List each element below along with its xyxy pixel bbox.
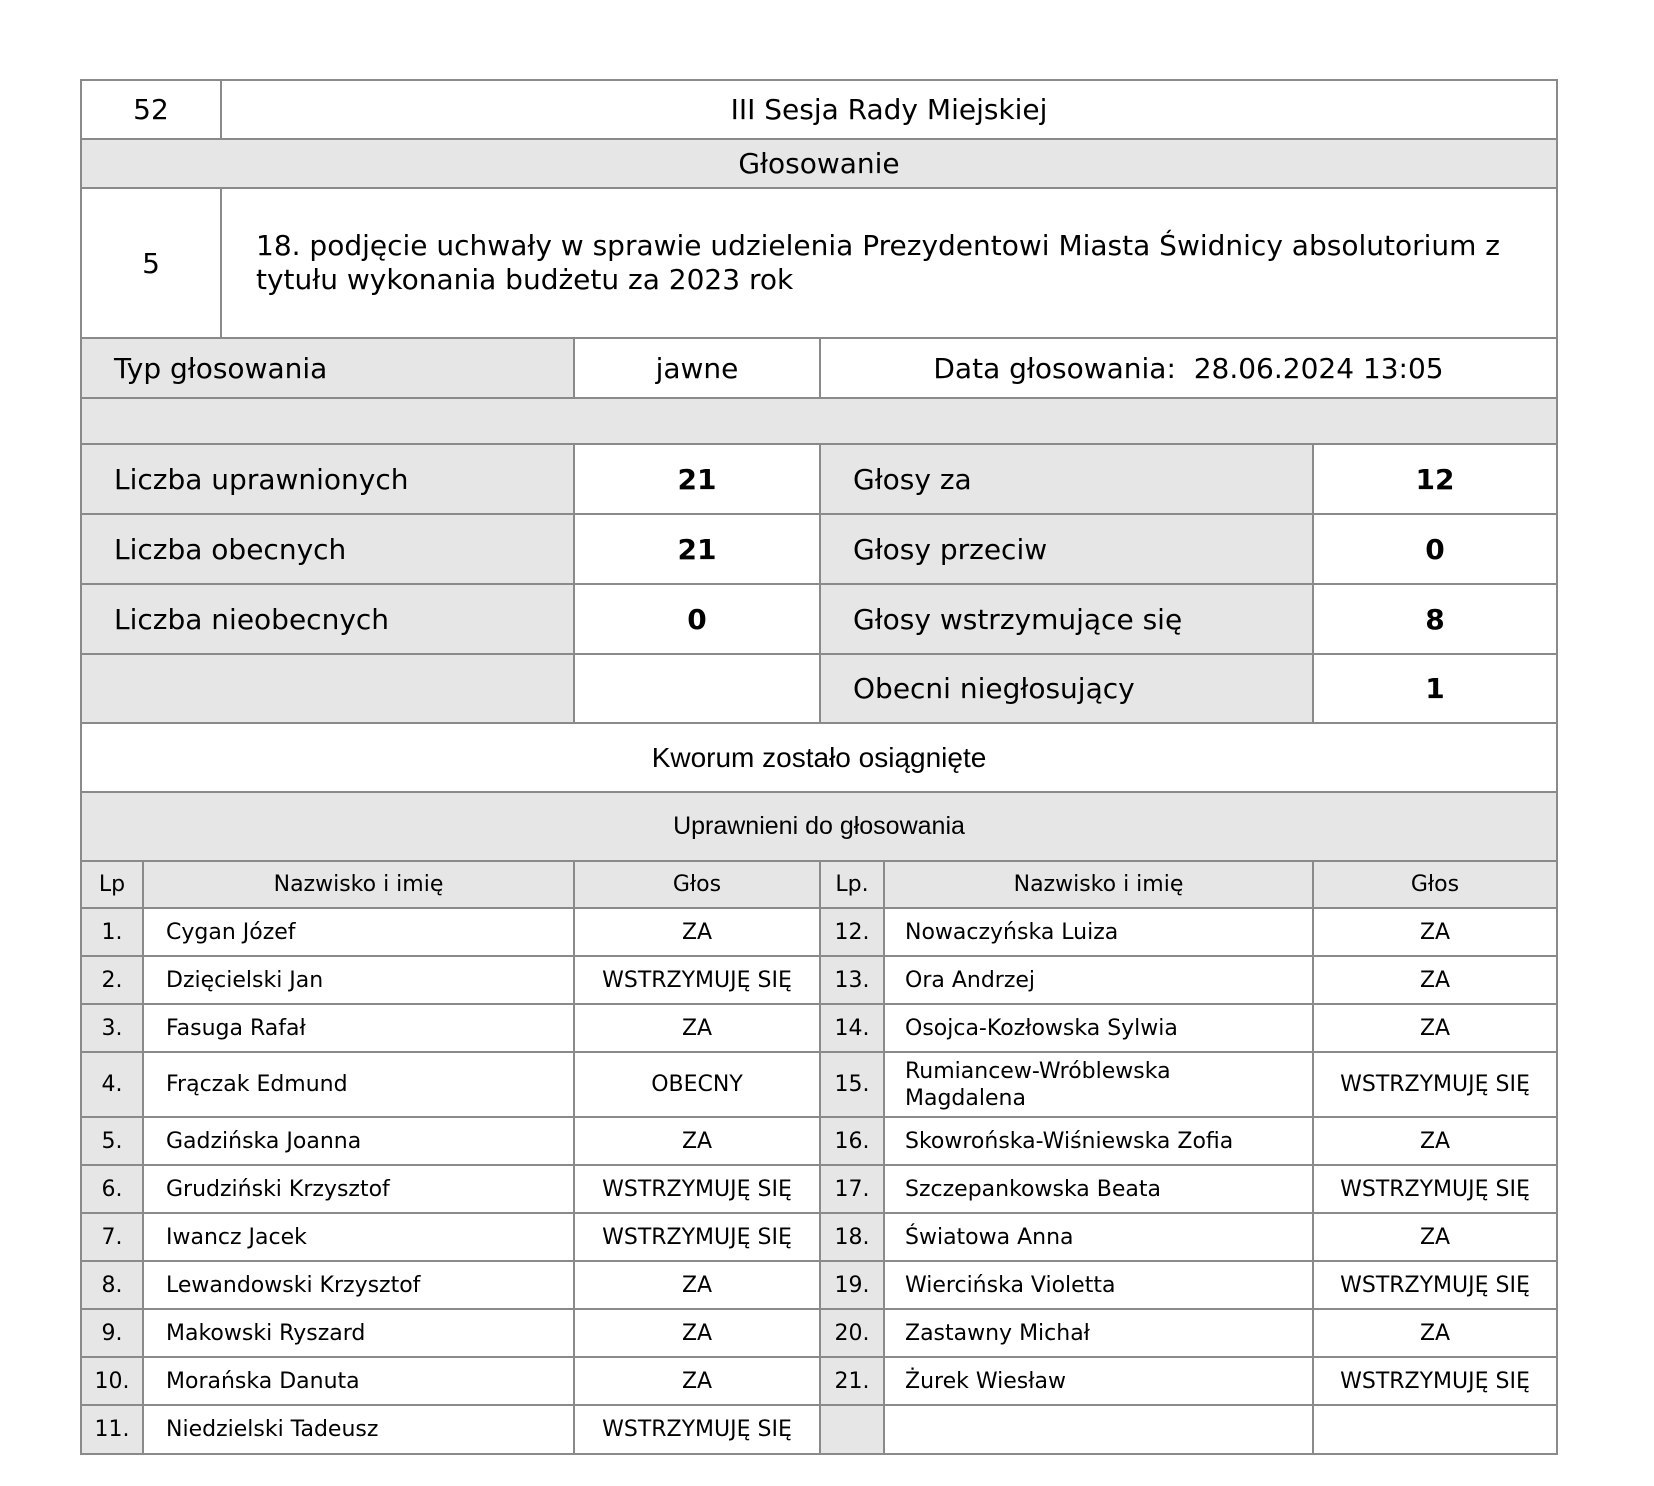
voter-lp: 15. [821,1053,885,1116]
eligible-label: Liczba uprawnionych [82,445,575,513]
voter-lp: 9. [82,1310,144,1356]
voter-vote: OBECNY [575,1053,821,1116]
table-row [82,1053,1556,1118]
voter-name: Grudziński Krzysztof [144,1166,575,1212]
voter-vote: WSTRZYMUJĘ SIĘ [575,1406,821,1453]
voter-vote: WSTRZYMUJĘ SIĘ [1340,1072,1530,1097]
table-row [82,1262,1556,1310]
voters-title: Uprawnieni do głosowania [673,812,965,840]
table-row [82,957,1556,1005]
voter-name: Szczepankowska Beata [885,1166,1314,1212]
voter-vote: ZA [1419,1320,1451,1346]
voter-vote: ZA [575,1310,821,1356]
vote-date-value: 28.06.2024 13:05 [1193,351,1444,385]
voter-lp: 20. [821,1310,885,1356]
empty-stat-label [82,655,575,722]
voter-vote: ZA [1419,919,1451,945]
voter-name: Morańska Danuta [144,1358,575,1404]
agenda-item-number: 5 [82,189,222,337]
voter-name [885,1406,1314,1453]
present-not-voting-value: 1 [1425,672,1445,705]
voter-name: Cygan Józef [144,909,575,955]
voter-name: Frączak Edmund [144,1053,575,1116]
voter-name: Makowski Ryszard [144,1310,575,1356]
agenda-item-topic: 18. podjęcie uchwały w sprawie udzielenia Prezydentowi Miasta Świdnicy absolutorium z tytułu wykonania budżetu za 2023 rok [256,229,1500,296]
present-label: Liczba obecnych [82,515,575,583]
session-header-row [82,81,1556,140]
voter-lp: 21. [821,1358,885,1404]
table-row [82,1005,1556,1053]
table-row [82,1310,1556,1358]
voter-lp: 18. [821,1214,885,1260]
voter-name: Niedzielski Tadeusz [144,1406,575,1453]
vote-info-row [82,339,1556,399]
voter-vote: ZA [1419,1015,1451,1041]
voter-vote: ZA [575,1005,821,1051]
voter-vote: WSTRZYMUJĘ SIĘ [1340,1368,1530,1394]
stats-row [82,445,1556,515]
voter-vote: WSTRZYMUJĘ SIĘ [575,1214,821,1260]
voter-name: Żurek Wiesław [885,1358,1314,1404]
voter-name: Światowa Anna [885,1214,1314,1260]
voters-title-row [82,793,1556,862]
voter-vote: ZA [575,1118,821,1164]
voters-table-header [82,862,1556,909]
voter-name: Wiercińska Violetta [885,1262,1314,1308]
voter-vote: WSTRZYMUJĘ SIĘ [575,1166,821,1212]
session-title: III Sesja Rady Miejskiej [730,93,1048,126]
votes-for-value: 12 [1415,462,1455,496]
voter-lp: 3. [82,1005,144,1051]
voter-vote: ZA [1419,967,1451,993]
session-number: 52 [82,81,222,138]
voter-name: Dzięcielski Jan [144,957,575,1003]
voter-lp: 17. [821,1166,885,1212]
voter-name: Fasuga Rafał [144,1005,575,1051]
present-not-voting-label: Obecni niegłosujący [821,655,1314,722]
voter-lp: 5. [82,1118,144,1164]
table-row [82,1118,1556,1166]
voter-vote: WSTRZYMUJĘ SIĘ [1340,1176,1530,1202]
voter-vote: WSTRZYMUJĘ SIĘ [575,957,821,1003]
absent-value: 0 [575,585,821,653]
voter-vote: WSTRZYMUJĘ SIĘ [1340,1272,1530,1298]
votes-for-label: Głosy za [821,445,1314,513]
column-header-name: Nazwisko i imię [144,862,575,907]
table-row [82,1214,1556,1262]
voter-lp: 4. [82,1053,144,1116]
voter-lp: 13. [821,957,885,1003]
voter-name: Iwancz Jacek [144,1214,575,1260]
voter-lp: 8. [82,1262,144,1308]
column-header-vote: Głos [1410,872,1460,897]
vote-date [821,339,1556,397]
eligible-value: 21 [575,445,821,513]
empty-stat-value [575,655,821,722]
quorum-status: Kworum zostało osiągnięte [651,741,987,773]
voter-lp: 1. [82,909,144,955]
voter-name: Lewandowski Krzysztof [144,1262,575,1308]
vote-date-label: Data głosowania: [933,351,1176,385]
agenda-item-row [82,189,1556,339]
voter-vote: ZA [575,1262,821,1308]
column-header-lp: Lp. [821,862,885,907]
votes-against-value: 0 [1425,532,1445,566]
voter-lp: 7. [82,1214,144,1260]
vote-type-value: jawne [575,339,821,397]
voter-vote: ZA [1419,1128,1451,1154]
section-title: Głosowanie [738,147,900,180]
voter-name: Osojca-Kozłowska Sylwia [885,1005,1314,1051]
stats-row [82,515,1556,585]
table-row [82,1358,1556,1406]
quorum-row [82,724,1556,793]
voting-record-document [80,79,1558,1455]
voter-name: Skowrońska-Wiśniewska Zofia [885,1118,1314,1164]
voter-lp: 14. [821,1005,885,1051]
section-title-row [82,140,1556,189]
abstain-value: 8 [1425,602,1445,636]
voter-name: Ora Andrzej [885,957,1314,1003]
voter-name: Gadzińska Joanna [144,1118,575,1164]
table-row [82,909,1556,957]
voter-lp [821,1406,885,1453]
voter-vote: ZA [575,909,821,955]
table-row [82,1406,1556,1453]
abstain-label: Głosy wstrzymujące się [821,585,1314,653]
column-header-name: Nazwisko i imię [885,862,1314,907]
stats-row [82,585,1556,655]
voter-name: Nowaczyńska Luiza [885,909,1314,955]
spacer-cell [82,399,1556,443]
table-row [82,1166,1556,1214]
voter-lp: 10. [82,1358,144,1404]
column-header-vote: Głos [575,862,821,907]
voter-vote [1314,1406,1556,1453]
spacer-row [82,399,1556,445]
voter-name: Zastawny Michał [885,1310,1314,1356]
voter-vote: ZA [1419,1224,1451,1250]
voter-lp: 16. [821,1118,885,1164]
vote-type-label: Typ głosowania [82,339,575,397]
voter-vote: ZA [575,1358,821,1404]
stats-row [82,655,1556,724]
voter-lp: 11. [82,1406,144,1453]
voter-lp: 12. [821,909,885,955]
present-value: 21 [575,515,821,583]
voter-lp: 19. [821,1262,885,1308]
column-header-lp: Lp [82,862,144,907]
voter-name: Rumiancew-Wróblewska Magdalena [885,1053,1314,1116]
voter-lp: 6. [82,1166,144,1212]
voter-lp: 2. [82,957,144,1003]
absent-label: Liczba nieobecnych [82,585,575,653]
votes-against-label: Głosy przeciw [821,515,1314,583]
